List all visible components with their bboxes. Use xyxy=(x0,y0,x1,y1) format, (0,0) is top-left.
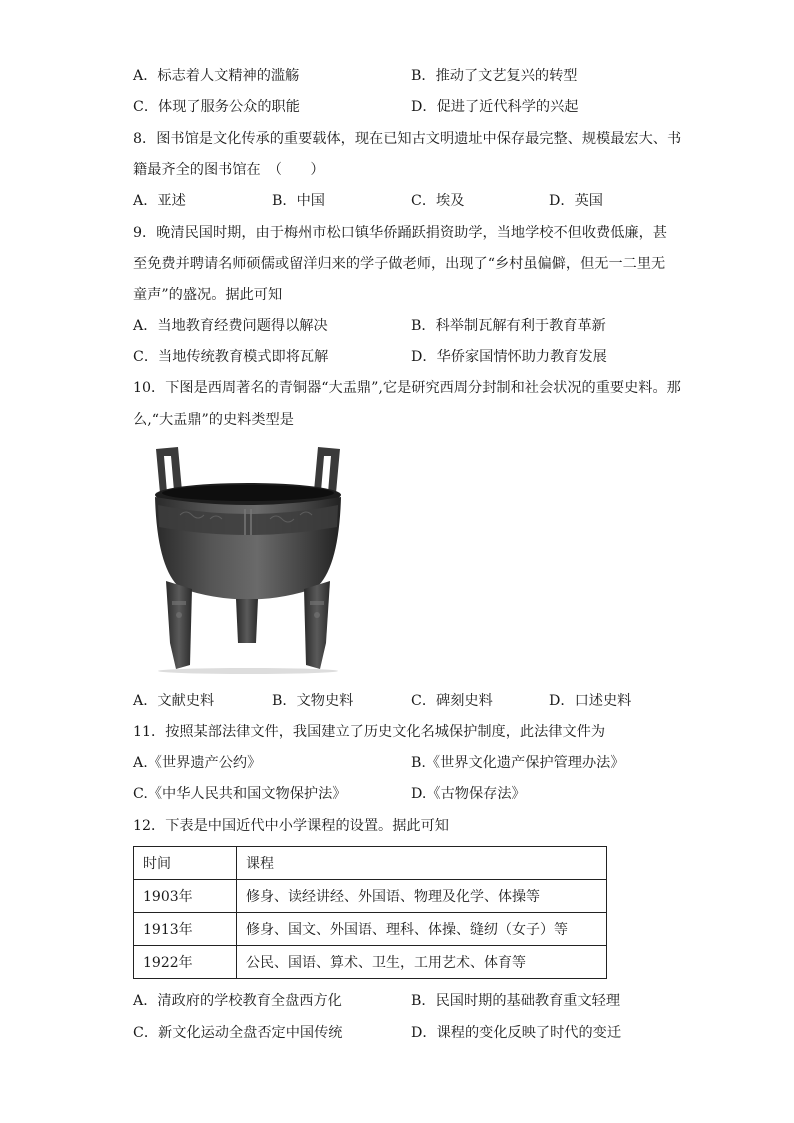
q7-option-d: D．促进了近代科学的兴起 xyxy=(411,99,579,115)
q12-option-a: A．清政府的学校教育全盘西方化 xyxy=(133,993,342,1009)
q12-option-b: B．民国时期的基础教育重文轻理 xyxy=(411,993,621,1009)
table-row xyxy=(134,913,607,946)
q8-option-b: B．中国 xyxy=(272,193,325,209)
q7-option-a: A．标志着人文精神的滥觞 xyxy=(133,68,300,84)
q9-option-c: C．当地传统教育模式即将瓦解 xyxy=(133,349,329,365)
q11-option-b: B.《世界文化遗产保护管理办法》 xyxy=(411,755,625,771)
q8-option-a: A．亚述 xyxy=(133,193,186,209)
table-cell: 公民、国语、算术、卫生，工用艺术、体育等 xyxy=(237,946,607,979)
q7-option-b: B．推动了文艺复兴的转型 xyxy=(411,68,578,84)
q12-stem-line-1: 12．下表是中国近代中小学课程的设置。据此可知 xyxy=(133,818,449,834)
q12-option-d: D．课程的变化反映了时代的变迁 xyxy=(411,1025,622,1041)
bronze-ding-image xyxy=(150,443,346,675)
q9-stem-line-1: 9．晚清民国时期，由于梅州市松口镇华侨踊跃捐资助学，当地学校不但收费低廉，甚 xyxy=(133,225,667,241)
q10-option-b: B．文物史料 xyxy=(272,693,354,709)
q10-option-c: C．碑刻史料 xyxy=(411,693,493,709)
q8-stem-line-1: 8．图书馆是文化传承的重要载体，现在已知古文明遗址中保存最完整、规模最宏大、书 xyxy=(133,131,682,147)
table-header-cell: 时间 xyxy=(134,847,237,880)
q9-option-b: B．科举制瓦解有利于教育革新 xyxy=(411,318,606,334)
curriculum-table xyxy=(133,846,607,979)
q10-option-a: A．文献史料 xyxy=(133,693,215,709)
q11-option-a: A.《世界遗产公约》 xyxy=(133,755,262,771)
table-cell: 修身、读经讲经、外国语、物理及化学、体操等 xyxy=(237,880,607,913)
q9-option-d: D．华侨家国情怀助力教育发展 xyxy=(411,349,607,365)
q7-option-c: C．体现了服务公众的职能 xyxy=(133,99,300,115)
q10-stem-line-2: 么,“大盂鼎”的史料类型是 xyxy=(133,412,294,428)
q9-option-a: A．当地教育经费问题得以解决 xyxy=(133,318,328,334)
table-row xyxy=(134,946,607,979)
q11-option-c: C.《中华人民共和国文物保护法》 xyxy=(133,786,347,802)
q9-stem-line-3: 童声”的盛况。据此可知 xyxy=(133,287,283,303)
q11-stem-line-1: 11．按照某部法律文件，我国建立了历史文化名城保护制度，此法律文件为 xyxy=(133,724,606,740)
q9-stem-line-2: 至免费并聘请名师硕儒或留洋归来的学子做老师，出现了“乡村虽偏僻，但无一二里无 xyxy=(133,256,666,272)
q10-stem-line-1: 10．下图是西周著名的青铜器“大盂鼎”,它是研究西周分封制和社会状况的重要史料。那 xyxy=(133,380,681,396)
q8-stem-line-2: 籍最齐全的图书馆在 （ ） xyxy=(133,162,325,178)
table-row xyxy=(134,880,607,913)
table-cell: 1922年 xyxy=(134,946,237,979)
q11-option-d: D.《古物保存法》 xyxy=(411,786,526,802)
q12-option-c: C．新文化运动全盘否定中国传统 xyxy=(133,1025,343,1041)
table-cell: 修身、国文、外国语、理科、体操、缝纫（女子）等 xyxy=(237,913,607,946)
table-header-cell: 课程 xyxy=(237,847,607,880)
q10-option-d: D．口述史料 xyxy=(549,693,632,709)
table-cell: 1913年 xyxy=(134,913,237,946)
table-cell: 1903年 xyxy=(134,880,237,913)
q8-option-d: D．英国 xyxy=(549,193,603,209)
table-header-row xyxy=(134,847,607,880)
q8-option-c: C．埃及 xyxy=(411,193,465,209)
